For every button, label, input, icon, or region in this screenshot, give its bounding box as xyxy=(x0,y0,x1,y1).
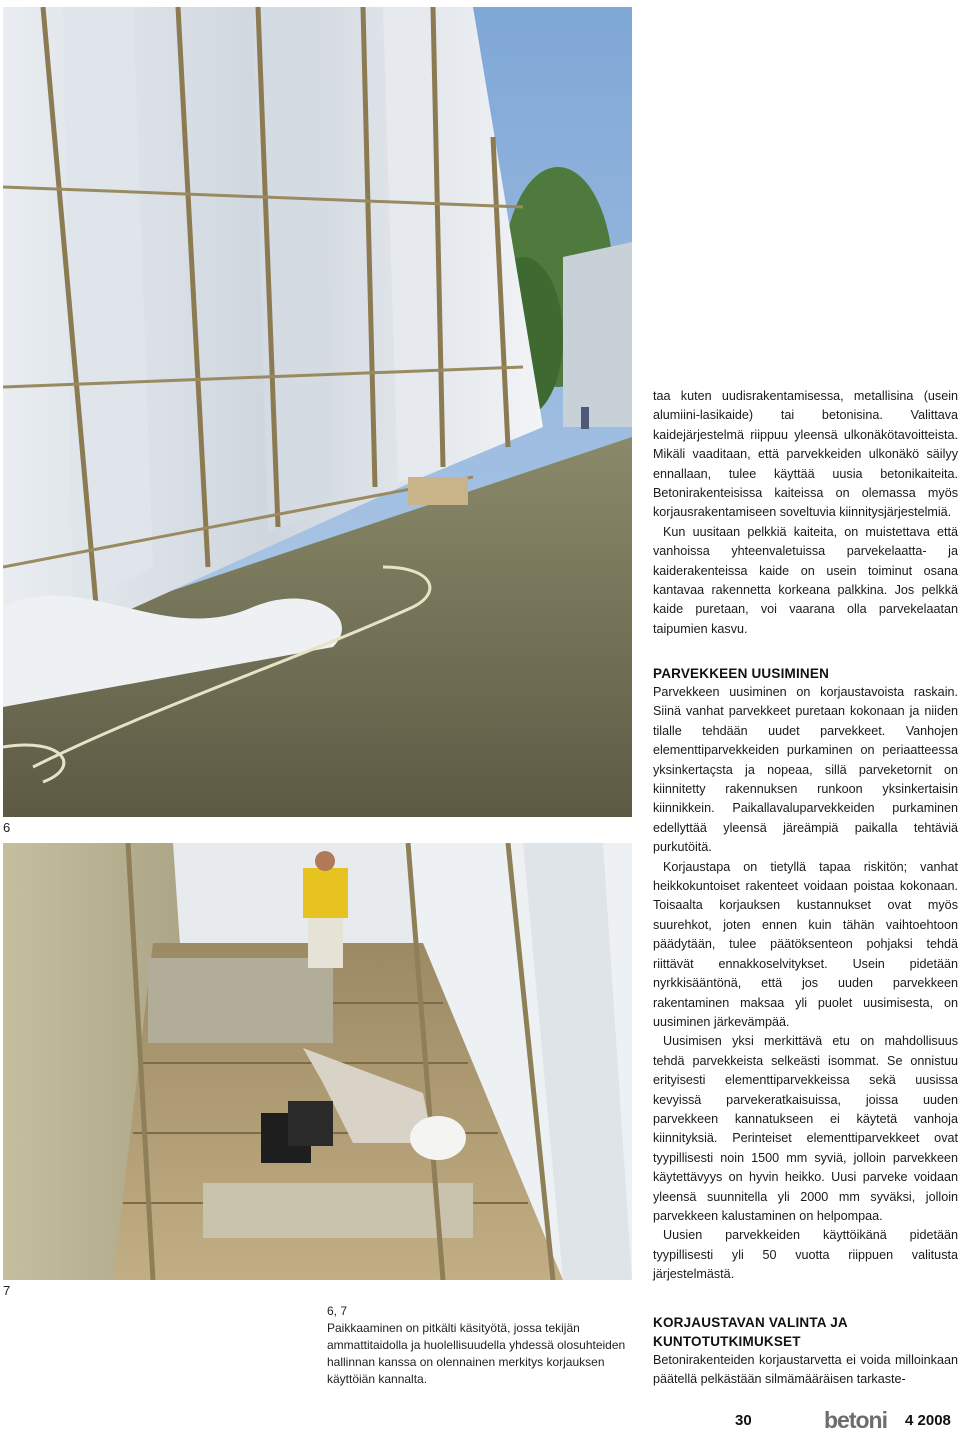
photo-scaffolding-tarps xyxy=(3,7,632,817)
figure-6-label: 6 xyxy=(3,820,11,835)
caption-number: 6, 7 xyxy=(327,1304,348,1318)
body-paragraph: Korjaustapa on tietyllä tapaa riskitön; vanhat heikkokuntoiset rakenteet voidaan poistaa kokonaan. Toisaalta korjauksen kustannukset ovat myös suurehkot, joten ennen kuin tähän vaihtoehtoon päädytään, tulee päätöksenteon pohjaksi tehdä riittävät ennakkoselvitykset. Usein pidetään nyrkkisääntönä, että jos uuden parvekkeen rakentaminen maksaa yli puolet uusimisesta, on uusiminen järkevämpää. xyxy=(653,859,958,1029)
body-paragraph: taa kuten uudisrakentamisessa, metallisina (usein alumiini-lasikaide) tai betonisina. Valittava kaidejärjestelmä riippuu yleensä ulkonäkötavoitteista. Mikäli vaaditaan, että parvekkeiden ulkonäkö säilyy ennallaan, tulee käyttää uusia betonikaiteita. Betonirakenteisissa kaiteissa on olemassa myös korjausrakentamiseen soveltuvia kiinnitysjärjestelmiä. xyxy=(653,389,958,520)
section-heading-line-1: KORJAUSTAVAN VALINTA JA xyxy=(653,1315,848,1330)
photo-scaffolding-worker xyxy=(3,843,632,1280)
body-paragraph: Uusimisen yksi merkittävä etu on mahdollisuus tehdä parvekkeista selkeästi isommat. Se onnistuu erityisesti elementtiparvekkeissa sekä uusissa kevyissä parvekeratkaisuissa, joissa uuden parvekkeen kannatukseen ei käytetä vanhoja kiinnityksiä. Perinteiset elementtiparvekkeet ovat tyypillisesti noin 1500 mm syviä, jolloin parvekkeen käytettävyys on hyvin heikko. Uusi parveke voidaan yleensä suunnitella yli 2000 mm syväksi, jolloin parvekkeen kalustaminen on helpompaa. xyxy=(653,1034,958,1223)
issue-number: 4 2008 xyxy=(905,1412,951,1429)
body-paragraph: Parvekkeen uusiminen on korjaustavoista raskain. Siinä vanhat parvekkeet puretaan kokonaan ja niiden tilalle tehdään uudet parvekkeet. Vanhojen elementtiparvekkeiden purkaminen on periaatteessa yksinkertaçsta ja nopeaa, sillä parveketornit on kiinnitetty rakennuksen runkoon yksinkertaisin kiinnikkein. Paikallavaluparvekkeiden purkaminen edellyttää yleensä järeämpiä paikalla tehtäviä purkutöitä. xyxy=(653,685,958,855)
photo-caption xyxy=(327,1303,633,1388)
text-column-top xyxy=(653,387,958,639)
photo-7-illustration xyxy=(3,843,632,1280)
section-balcony-renewal xyxy=(653,664,958,1285)
body-paragraph: Uusien parvekkeiden käyttöikänä pidetään tyypillisesti yli 50 vuotta riippuen valitusta järjestelmästä. xyxy=(653,1228,958,1282)
photo-6-illustration xyxy=(3,7,632,817)
figure-7-label: 7 xyxy=(3,1283,11,1298)
section-heading: PARVEKKEEN UUSIMINEN xyxy=(653,666,830,681)
magazine-logo: betoni xyxy=(824,1407,887,1433)
body-paragraph: Kun uusitaan pelkkiä kaiteita, on muistettava että vanhoissa yhteenvaletuissa parvekelaatta- ja kaiderakenteissa kaide on usein toiminut osana kantavaa rakennetta korkeana palkkina. Jos pelkkä kaide puretaan, voi vaarana olla parvekelaatan taipumien kasvu. xyxy=(653,524,958,636)
page-number: 30 xyxy=(735,1412,752,1429)
body-paragraph: Betonirakenteiden korjaustarvetta ei voida milloinkaan päätellä pelkästään silmämääräisen tarkaste- xyxy=(653,1353,958,1387)
section-heading-line-2: KUNTOTUTKIMUKSET xyxy=(653,1334,801,1349)
section-repair-method xyxy=(653,1313,958,1390)
caption-text: Paikkaaminen on pitkälti käsityötä, jossa tekijän ammattitaidolla ja huolellisuudella yhdessä olosuhteiden hallinnan kanssa on olennainen merkitys korjauksen käyttöiän kannalta. xyxy=(327,1321,626,1386)
